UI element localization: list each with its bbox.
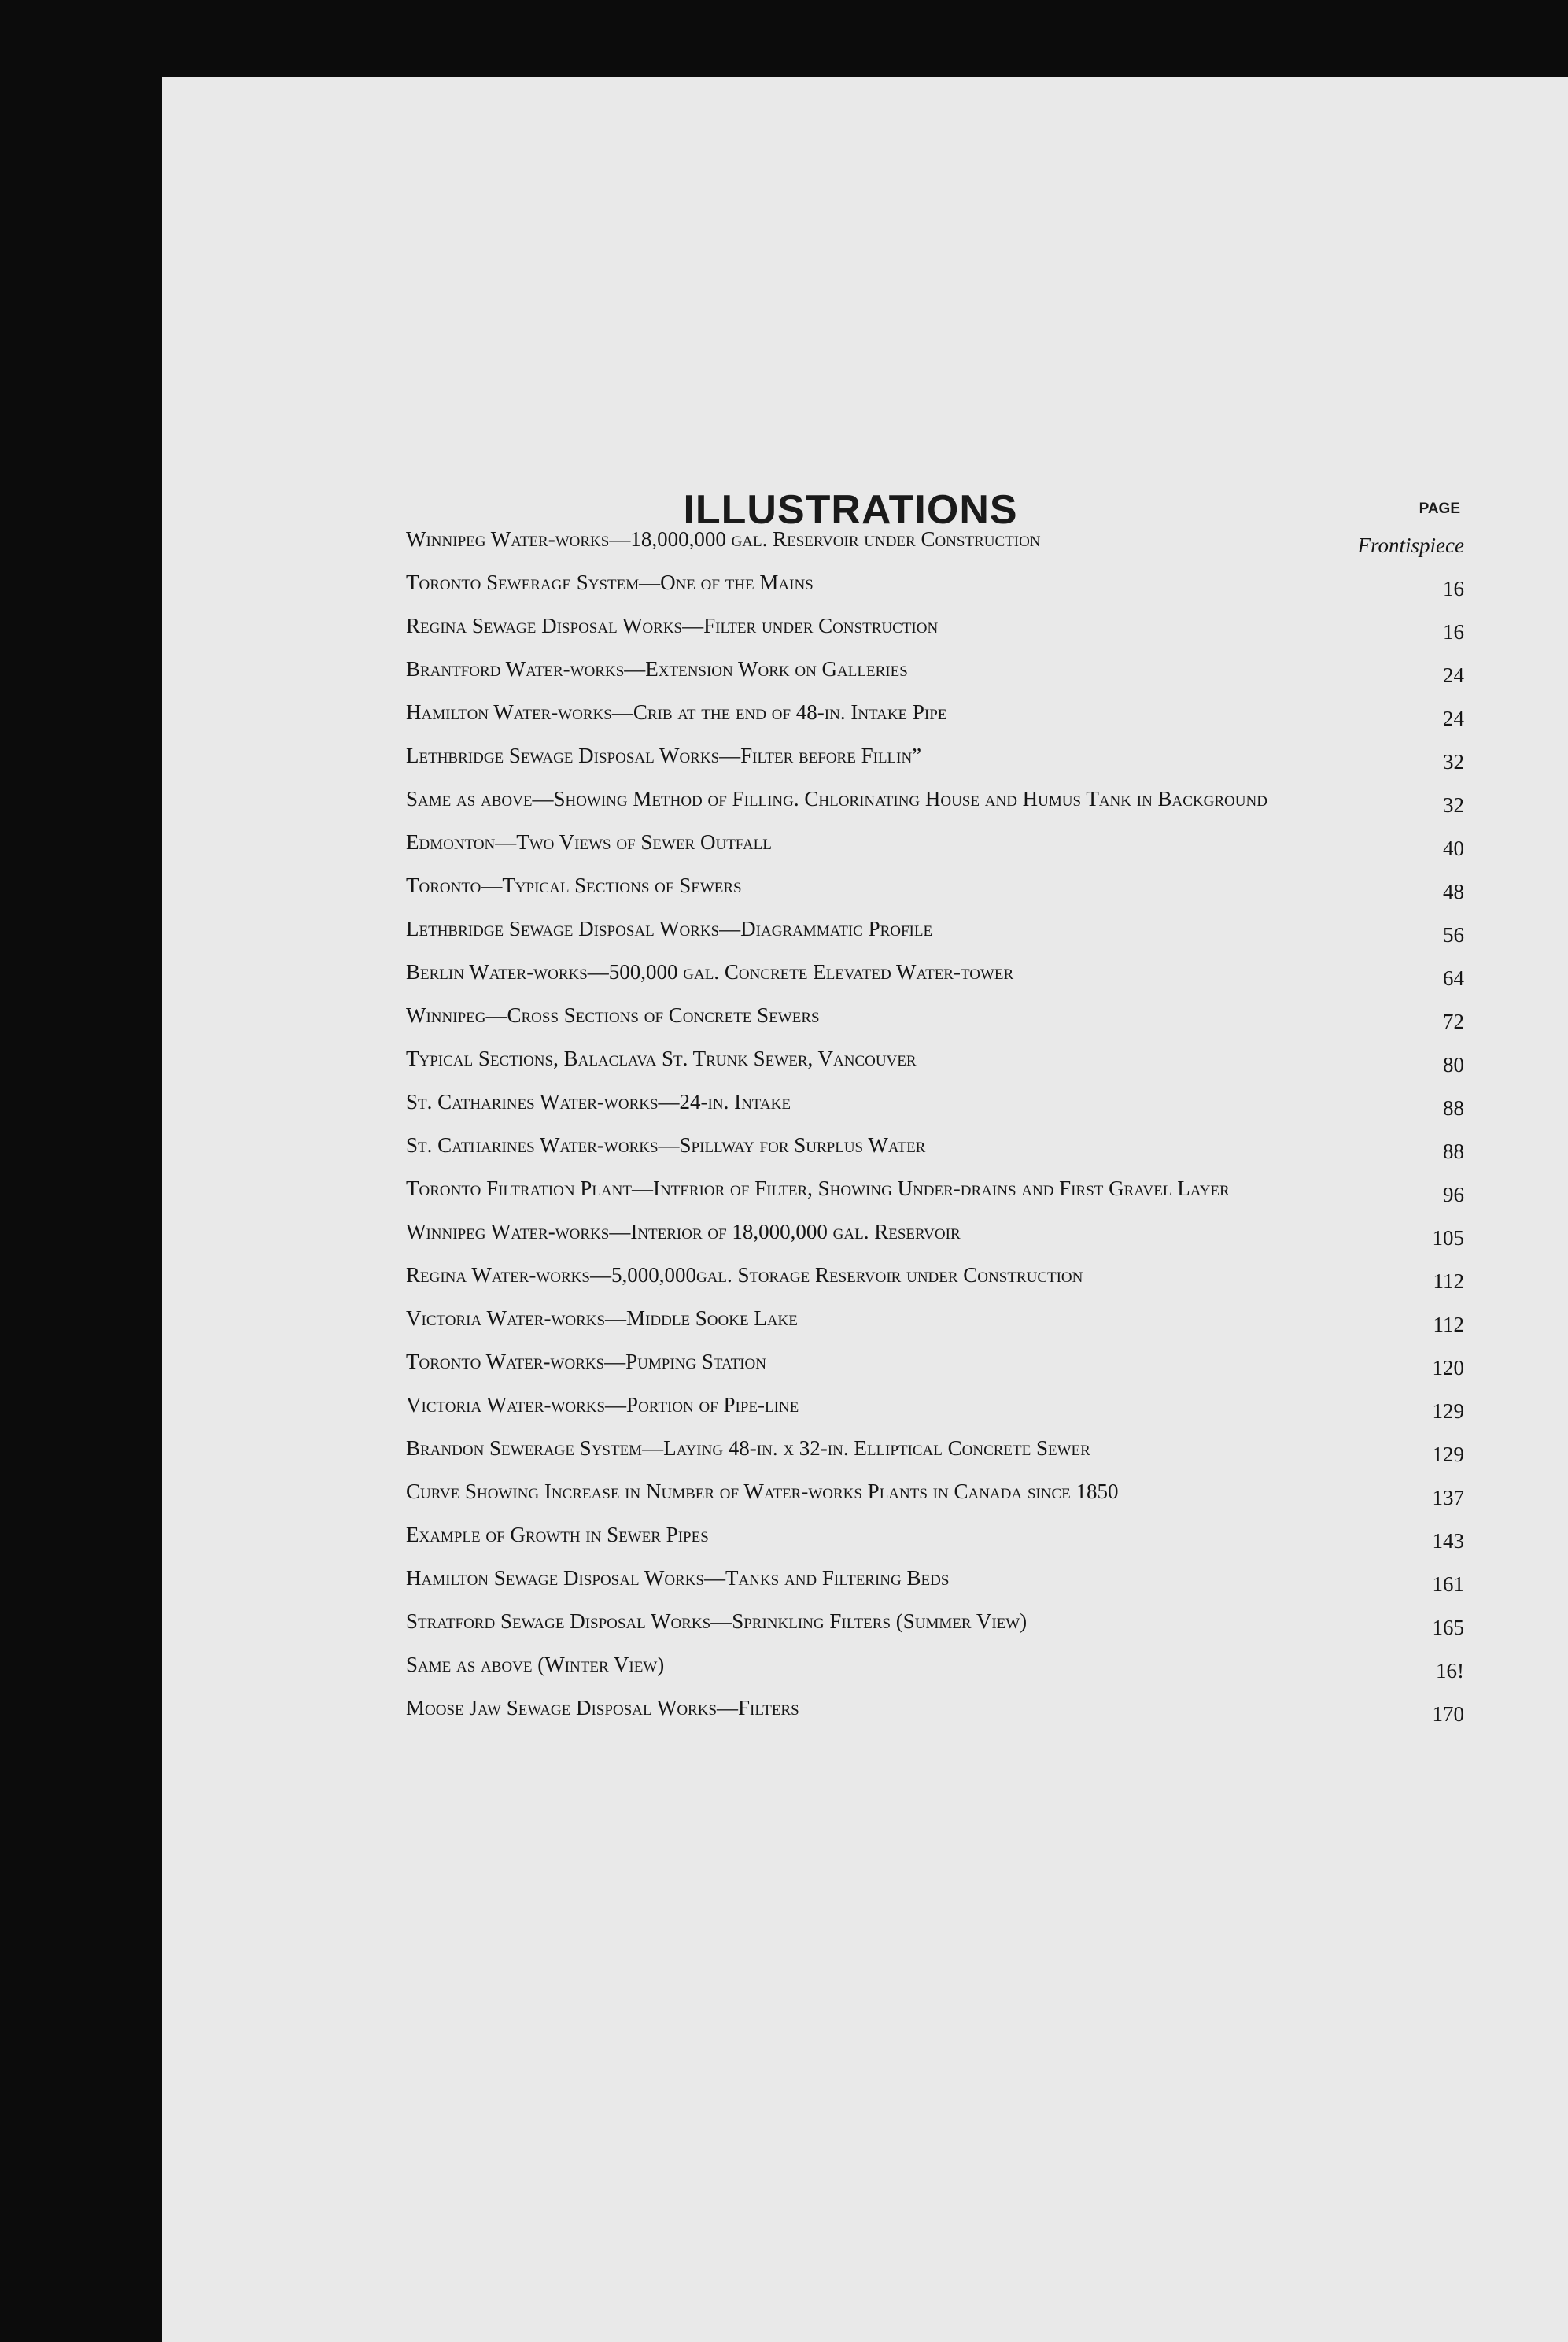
entry-caption: Toronto Water-works—Pumping Station (406, 1350, 766, 1373)
entry-caption: Regina Water-works—5,000,000gal. Storage Reservoir under Construction (406, 1263, 1083, 1287)
list-item (406, 1648, 1464, 1682)
list-item (406, 1042, 1464, 1076)
entry-caption: Lethbridge Sewage Disposal Works—Diagrammatic Profile (406, 917, 933, 940)
list-item (406, 1561, 1464, 1595)
list-item (406, 955, 1464, 989)
list-item (406, 523, 1464, 556)
list-item (406, 609, 1464, 643)
entry-page-number: 112 (1433, 1269, 1464, 1293)
entry-caption: Same as above—Showing Method of Filling. Chlorinating House and Humus Tank in Background (406, 787, 1267, 811)
entry-caption: Typical Sections, Balaclava St. Trunk Sewer, Vancouver (406, 1047, 917, 1070)
entry-page-number: 88 (1443, 1096, 1464, 1120)
entry-caption: Victoria Water-works—Portion of Pipe-line (406, 1393, 799, 1417)
entry-caption: St. Catharines Water-works—24-in. Intake (406, 1090, 791, 1114)
list-item (406, 1388, 1464, 1422)
entry-page-number: 105 (1432, 1226, 1464, 1250)
entry-page-number: 165 (1432, 1616, 1464, 1639)
entry-caption: Toronto Filtration Plant—Interior of Filter, Showing Under-drains and First Gravel Layer (406, 1177, 1230, 1200)
entry-page-number: 129 (1432, 1443, 1464, 1466)
entry-page-number: 24 (1443, 663, 1464, 687)
entry-caption: Lethbridge Sewage Disposal Works—Filter before Fillin” (406, 744, 922, 767)
entry-caption: Winnipeg—Cross Sections of Concrete Sewers (406, 1003, 820, 1027)
entry-page-number: 64 (1443, 966, 1464, 990)
entry-page-number: 170 (1432, 1702, 1464, 1726)
entry-caption: Toronto—Typical Sections of Sewers (406, 874, 742, 897)
entry-caption: Victoria Water-works—Middle Sooke Lake (406, 1306, 798, 1330)
entry-page-number: 96 (1443, 1183, 1464, 1206)
entry-page-number: 32 (1443, 793, 1464, 817)
entry-page-number: 137 (1432, 1486, 1464, 1509)
list-item (406, 826, 1464, 859)
illustrations-list (406, 523, 1464, 1734)
entry-caption: Winnipeg Water-works—Interior of 18,000,000 gal. Reservoir (406, 1220, 961, 1243)
list-item (406, 696, 1464, 730)
entry-caption: Brantford Water-works—Extension Work on Galleries (406, 657, 908, 681)
entry-caption: Toronto Sewerage System—One of the Mains (406, 571, 814, 594)
document-page (162, 77, 1568, 2342)
entry-caption: Edmonton—Two Views of Sewer Outfall (406, 830, 772, 854)
list-item (406, 869, 1464, 903)
entry-caption: Brandon Sewerage System—Laying 48-in. x 32-in. Elliptical Concrete Sewer (406, 1436, 1090, 1460)
list-item (406, 1258, 1464, 1292)
list-item (406, 739, 1464, 773)
page-title: ILLUSTRATIONS (683, 487, 1018, 533)
list-item (406, 999, 1464, 1032)
list-item (406, 912, 1464, 946)
list-item (406, 1215, 1464, 1249)
list-item (406, 566, 1464, 600)
entry-caption: Winnipeg Water-works—18,000,000 gal. Reservoir under Construction (406, 527, 1041, 551)
entry-page-number: 129 (1432, 1399, 1464, 1423)
entry-caption: Curve Showing Increase in Number of Water-works Plants in Canada since 1850 (406, 1479, 1119, 1503)
entry-caption: Moose Jaw Sewage Disposal Works—Filters (406, 1696, 799, 1720)
entry-page-number: 24 (1443, 707, 1464, 730)
entry-page-number: Frontispiece (1357, 534, 1464, 557)
list-item (406, 1129, 1464, 1162)
list-item (406, 652, 1464, 686)
entry-page-number: 72 (1443, 1010, 1464, 1033)
entry-caption: Stratford Sewage Disposal Works—Sprinkling Filters (Summer View) (406, 1609, 1028, 1633)
entry-page-number: 32 (1443, 750, 1464, 774)
entry-page-number: 120 (1432, 1356, 1464, 1380)
entry-page-number: 88 (1443, 1140, 1464, 1163)
list-item (406, 1605, 1464, 1638)
list-item (406, 1431, 1464, 1465)
entry-caption: Berlin Water-works—500,000 gal. Concrete Elevated Water-tower (406, 960, 1014, 984)
page-column-heading: PAGE (1419, 501, 1460, 517)
list-item (406, 1518, 1464, 1552)
entry-caption: Hamilton Water-works—Crib at the end of 48-in. Intake Pipe (406, 700, 947, 724)
entry-page-number: 143 (1432, 1529, 1464, 1553)
entry-page-number: 16! (1436, 1659, 1464, 1683)
list-item (406, 1172, 1464, 1206)
entry-page-number: 16 (1443, 577, 1464, 600)
entry-page-number: 40 (1443, 837, 1464, 860)
entry-page-number: 112 (1433, 1313, 1464, 1336)
entry-page-number: 16 (1443, 620, 1464, 644)
entry-page-number: 48 (1443, 880, 1464, 903)
entry-page-number: 80 (1443, 1053, 1464, 1077)
entry-caption: Same as above (Winter View) (406, 1653, 665, 1676)
list-item (406, 1475, 1464, 1509)
list-item (406, 1345, 1464, 1379)
list-item (406, 1302, 1464, 1335)
list-item (406, 782, 1464, 816)
entry-page-number: 161 (1432, 1572, 1464, 1596)
list-item (406, 1085, 1464, 1119)
entry-caption: St. Catharines Water-works—Spillway for Surplus Water (406, 1133, 926, 1157)
entry-caption: Hamilton Sewage Disposal Works—Tanks and Filtering Beds (406, 1566, 950, 1590)
entry-page-number: 56 (1443, 923, 1464, 947)
list-item (406, 1691, 1464, 1725)
entry-caption: Example of Growth in Sewer Pipes (406, 1523, 709, 1546)
entry-caption: Regina Sewage Disposal Works—Filter under Construction (406, 614, 939, 637)
